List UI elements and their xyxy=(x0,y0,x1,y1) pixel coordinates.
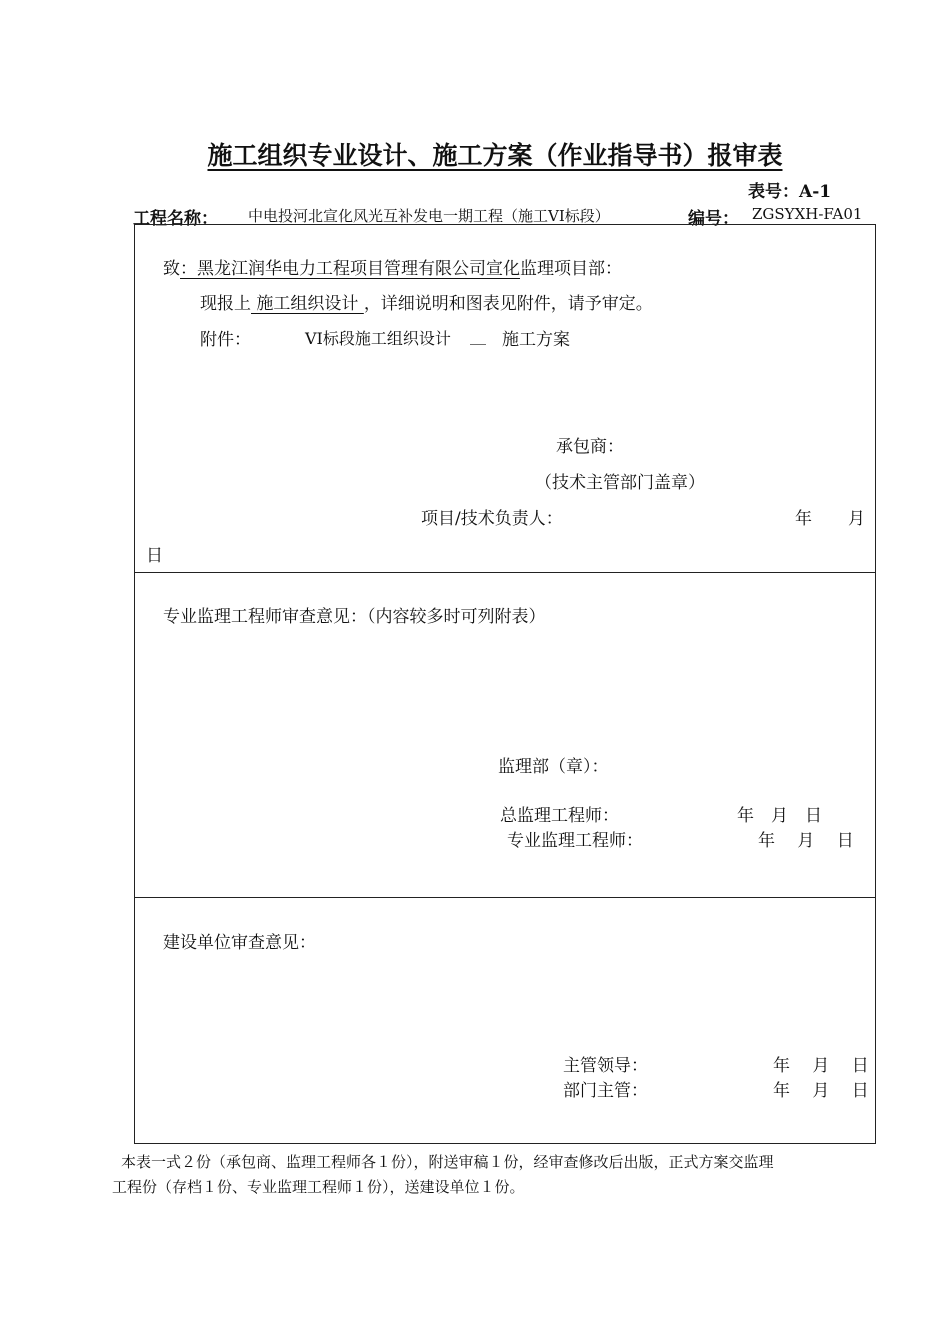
report-suffix: ，详细说明和图表见附件，请予审定。 xyxy=(363,294,653,314)
specialist-engineer-label: 专业监理工程师： xyxy=(507,831,643,851)
footnote-line-1: 本表一式２份（承包商、监理工程师各１份），附送审稿１份，经审查修改后出版，正式方案交监理 xyxy=(121,1153,774,1171)
addressee-line xyxy=(163,254,622,279)
owner-review-heading: 建设单位审查意见： xyxy=(163,933,316,953)
section-divider-2 xyxy=(134,897,876,898)
report-item: 施工组织设计 xyxy=(251,294,364,314)
contractor-label: 承包商： xyxy=(556,437,624,457)
leader-date: 年 月 日 xyxy=(773,1056,869,1076)
footnote-line-2: 工程份（存档１份、专业监理工程师１份），送建设单位１份。 xyxy=(112,1178,525,1196)
report-line xyxy=(200,289,653,314)
page-title: 施工组织专业设计、施工方案（作业指导书）报审表 xyxy=(207,141,783,170)
supervision-dept-seal: 监理部（章）： xyxy=(498,757,609,777)
project-name-label: 工程名称： xyxy=(133,209,218,229)
chief-supervisor-label: 总监理工程师： xyxy=(500,806,619,826)
responsible-person-label: 项目/技术负责人： xyxy=(421,509,563,529)
dept-head-date: 年 月 日 xyxy=(773,1081,869,1101)
section-divider-1 xyxy=(134,572,876,573)
attachment-blank: __ xyxy=(470,326,486,345)
project-name-value: 中电投河北宣化风光互补发电一期工程（施工VI标段） xyxy=(248,207,610,225)
dept-head-label: 部门主管： xyxy=(563,1081,648,1101)
code-value: ZGSYXH-FA01 xyxy=(752,205,863,223)
code-label: 编号： xyxy=(688,209,739,229)
supervisor-review-heading: 专业监理工程师审查意见：（内容较多时可列附表） xyxy=(163,607,546,627)
report-prefix: 现报上 xyxy=(200,294,251,314)
date-day: 日 xyxy=(146,546,163,566)
form-number: 表号：A-1 xyxy=(748,182,832,202)
specialist-engineer-date: 年 月 日 xyxy=(758,831,854,851)
addressee-org: ：黑龙江润华电力工程项目管理有限公司宣化 xyxy=(180,259,520,279)
leader-label: 主管领导： xyxy=(563,1056,648,1076)
attachment-item: VI标段施工组织设计 xyxy=(305,329,451,348)
chief-supervisor-date: 年 月 日 xyxy=(737,806,822,826)
date-year: 年 xyxy=(795,509,812,529)
addressee-prefix: 致 xyxy=(163,259,180,279)
seal-note: （技术主管部门盖章） xyxy=(535,473,705,493)
addressee-suffix: 监理项目部： xyxy=(520,259,622,279)
attachment-item-2: 施工方案 xyxy=(502,330,570,350)
date-month: 月 xyxy=(848,509,865,529)
attachment-label: 附件： xyxy=(200,330,251,350)
form-table xyxy=(134,224,876,1144)
